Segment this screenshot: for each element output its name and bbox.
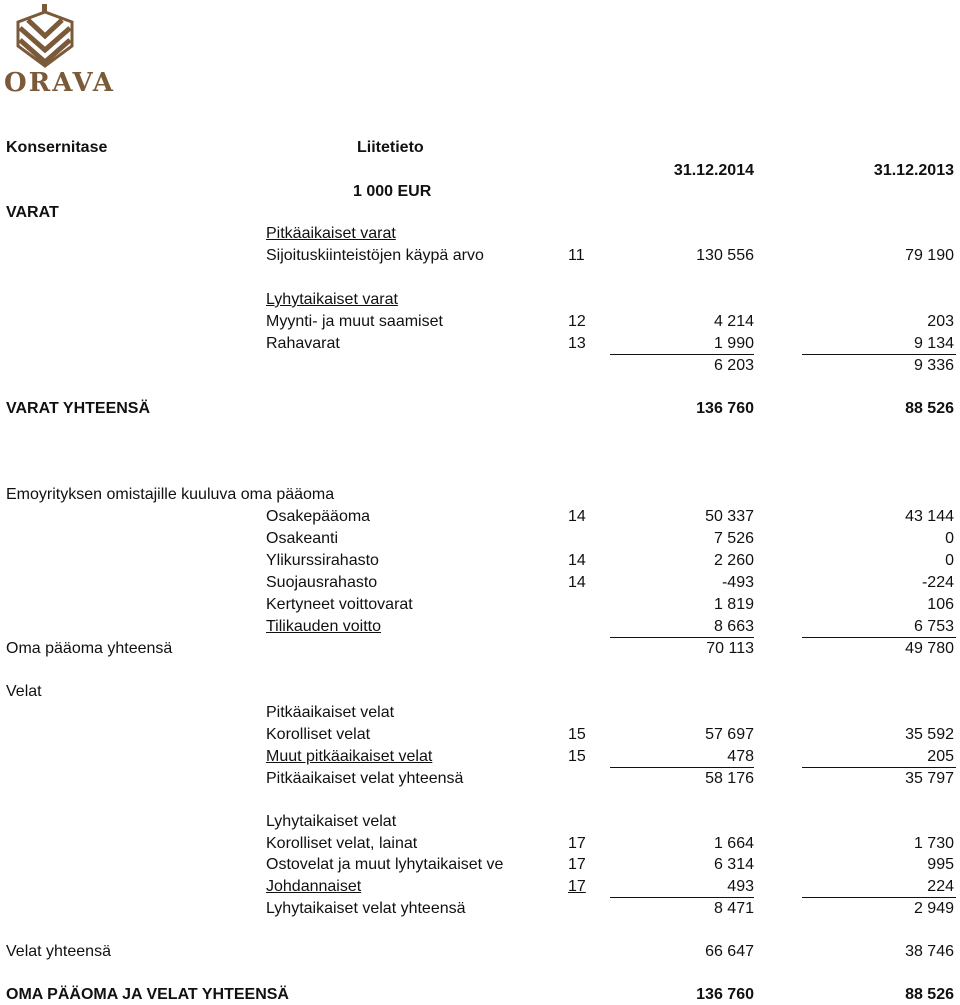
assets-heading: VARAT [6, 204, 59, 221]
row-value-2013: 0 [945, 552, 954, 569]
row-label: Ylikurssirahasto [266, 552, 379, 569]
equity-total-2014: 70 113 [706, 640, 754, 657]
grand-total-2013: 88 526 [905, 986, 954, 1003]
equity-total-label: Oma pääoma yhteensä [6, 640, 173, 657]
row-label: Lyhytaikaiset velat yhteensä [266, 900, 466, 917]
row-label: Myynti- ja muut saamiset [266, 313, 443, 330]
row-value-2014: 478 [727, 748, 754, 765]
row-value-2014: 8 663 [713, 618, 754, 635]
liabilities-total-2013: 38 746 [905, 943, 954, 960]
row-note: 17 [568, 878, 586, 895]
row-value-2014: 2 260 [713, 552, 754, 569]
row-note: 14 [568, 574, 586, 591]
liabilities-total-2014: 66 647 [705, 943, 754, 960]
row-value-2013: 35 797 [905, 770, 954, 787]
row-note: 15 [568, 726, 586, 743]
subtotal-rule [610, 767, 754, 768]
row-value-2013: 35 592 [905, 726, 954, 743]
liabilities-total-label: Velat yhteensä [6, 943, 111, 960]
row-label: Korolliset velat [266, 726, 371, 743]
row-value-2013: 203 [927, 313, 954, 330]
row-value-2014: 50 337 [705, 508, 754, 525]
current-assets-total-2013: 9 336 [913, 357, 954, 374]
equity-heading: Emoyrityksen omistajille kuuluva oma pääoma [6, 486, 335, 503]
row-label: Korolliset velat, lainat [266, 835, 418, 852]
date-2013-header: 31.12.2013 [873, 162, 954, 179]
subtotal-rule [802, 897, 956, 898]
current-assets-total-2014: 6 203 [713, 357, 754, 374]
note-column-header: Liitetieto [357, 139, 424, 156]
row-value-2013: 6 753 [913, 618, 954, 635]
row-value-2014: 6 314 [713, 856, 754, 873]
row-value-2013: 79 190 [905, 247, 954, 264]
row-note: 12 [568, 313, 586, 330]
row-label: Osakepääoma [266, 508, 371, 525]
equity-total-2013: 49 780 [905, 640, 954, 657]
row-label: Muut pitkäaikaiset velat [266, 748, 433, 765]
row-value-2013: 224 [927, 878, 954, 895]
row-value-2014: 7 526 [713, 530, 754, 547]
row-value-2013: 1 730 [913, 835, 954, 852]
row-value-2014: 1 990 [713, 335, 754, 352]
row-label: Rahavarat [266, 335, 340, 352]
row-value-2013: 106 [927, 596, 954, 613]
grand-total-2014: 136 760 [696, 986, 754, 1003]
row-note: 17 [568, 856, 586, 873]
row-value-2014: 58 176 [705, 770, 754, 787]
row-value-2013: 995 [927, 856, 954, 873]
page-title: Konsernitase [6, 139, 108, 156]
row-label: Ostovelat ja muut lyhytaikaiset ve [266, 856, 504, 873]
row-value-2013: 9 134 [913, 335, 954, 352]
assets-total-2013: 88 526 [905, 400, 954, 417]
row-value-2013: -224 [921, 574, 954, 591]
row-value-2014: 8 471 [713, 900, 754, 917]
row-value-2013: 205 [927, 748, 954, 765]
row-note: 15 [568, 748, 586, 765]
row-value-2014: 57 697 [705, 726, 754, 743]
row-label: Johdannaiset [266, 878, 362, 895]
row-value-2014: 4 214 [713, 313, 754, 330]
grand-total-label: OMA PÄÄOMA JA VELAT YHTEENSÄ [6, 986, 289, 1003]
subtotal-rule [610, 354, 754, 355]
row-label: Kertyneet voittovarat [266, 596, 413, 613]
assets-total-label: VARAT YHTEENSÄ [6, 400, 151, 417]
row-value-2014: 130 556 [696, 247, 754, 264]
row-value-2013: 43 144 [905, 508, 954, 525]
row-label: Tilikauden voitto [266, 618, 382, 635]
subtotal-rule [802, 354, 956, 355]
row-note: 11 [568, 247, 585, 264]
current-liabilities-heading: Lyhytaikaiset velat [266, 813, 397, 830]
row-label: Sijoituskiinteistöjen käypä arvo [266, 247, 484, 264]
subtotal-rule [610, 637, 754, 638]
row-label: Osakeanti [266, 530, 339, 547]
current-assets-heading: Lyhytaikaiset varat [266, 291, 398, 308]
row-value-2014: 1 819 [713, 596, 754, 613]
assets-total-2014: 136 760 [696, 400, 754, 417]
row-value-2014: 1 664 [713, 835, 754, 852]
row-note: 17 [568, 835, 586, 852]
subtotal-rule [802, 767, 956, 768]
subtotal-rule [802, 637, 956, 638]
subtotal-rule [610, 897, 754, 898]
logo-text: ORAVA [4, 68, 115, 98]
row-value-2014: -493 [721, 574, 754, 591]
row-value-2013: 0 [945, 530, 954, 547]
row-label: Pitkäaikaiset velat yhteensä [266, 770, 464, 787]
row-note: 14 [568, 552, 586, 569]
row-note: 13 [568, 335, 586, 352]
date-2014-header: 31.12.2014 [673, 162, 754, 179]
unit-label: 1 000 EUR [353, 183, 432, 200]
noncurrent-assets-heading: Pitkäaikaiset varat [266, 225, 396, 242]
row-label: Suojausrahasto [266, 574, 378, 591]
liabilities-heading: Velat [6, 683, 42, 700]
row-value-2013: 2 949 [913, 900, 954, 917]
row-note: 14 [568, 508, 586, 525]
noncurrent-liabilities-heading: Pitkäaikaiset velat [266, 704, 395, 721]
row-value-2014: 493 [727, 878, 754, 895]
